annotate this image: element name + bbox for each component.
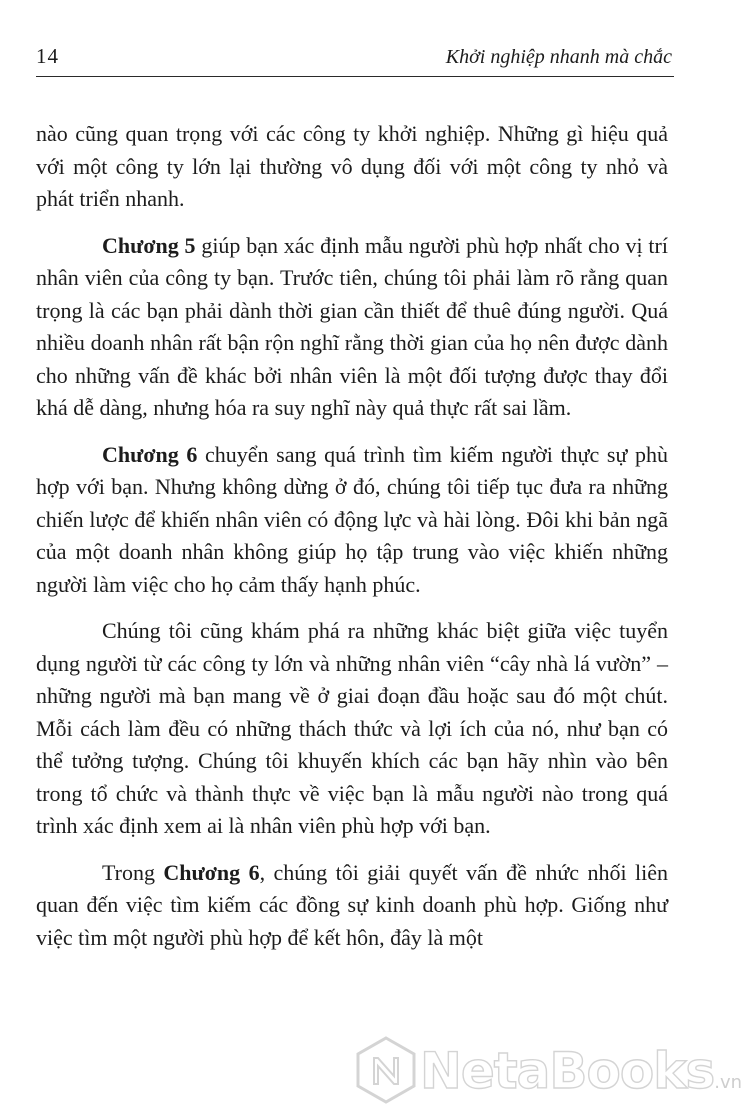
netabooks-watermark [350, 1034, 742, 1106]
chapter-ref: Chương 5 [102, 232, 196, 258]
paragraph-4 [36, 615, 668, 843]
chapter-ref: Chương 6 [102, 441, 198, 467]
paragraph-text: chuyển sang quá trình tìm kiếm người thực sự phù hợp với bạn. Nhưng không dừng ở đó, chúng tôi tiếp tục đưa ra những chiến lược để khiến nhân viên có động lực và hài lòng. Đôi khi bản ngã của một doanh nhân không giúp họ tập trung vào việc khiến những người làm việc cho họ cảm thấy hạnh phúc. [36, 441, 669, 597]
watermark-suffix: .vn [714, 1072, 742, 1093]
paragraph-prefix: Trong [102, 859, 164, 885]
paragraph-2 [36, 230, 668, 425]
watermark-text [420, 1042, 742, 1100]
paragraph-3 [36, 439, 668, 602]
page-header [36, 42, 674, 77]
running-title: Khởi nghiệp nhanh mà chắc [445, 46, 672, 68]
paragraph-text: nào cũng quan trọng với các công ty khởi nghiệp. Những gì hiệu quả với một công ty lớn lại thường vô dụng đối với một công ty nhỏ và phát triển nhanh. [36, 121, 668, 211]
paragraph-1 [36, 118, 668, 216]
paragraph-text: Chúng tôi cũng khám phá ra những khác biệt giữa việc tuyển dụng người từ các công ty lớn và những nhân viên “cây nhà lá vườn” – những người mà bạn mang về ở giai đoạn đầu hoặc sau đó một chút. Mỗi cách làm đều có những thách thức và lợi ích của nó, như bạn có thể tưởng tượng. Chúng tôi khuyến khích các bạn hãy nhìn vào bên trong tổ chức và thành thực về việc bạn là mẫu người nào trong quá trình xác định xem ai là nhân viên phù hợp với bạn. [36, 618, 668, 838]
body-text [36, 118, 668, 968]
chapter-ref: Chương 6 [163, 859, 260, 885]
page-number: 14 [36, 44, 59, 68]
netabooks-logo-icon [350, 1034, 422, 1106]
paragraph-text: giúp bạn xác định mẫu người phù hợp nhất cho vị trí nhân viên của công ty bạn. Trước tiên, chúng tôi phải làm rõ rằng quan trọng là các bạn phải dành thời gian cần thiết để thuê đúng người. Quá nhiều doanh nhân rất bận rộn nghĩ rằng thời gian của họ nên được dành cho những vấn đề khác bởi nhân viên là một đối tượng được thay đổi khá dễ dàng, nhưng hóa ra suy nghĩ này quả thực rất sai lầm. [36, 232, 668, 420]
paragraph-text: , chúng tôi giải quyết vấn đề nhức nhối liên quan đến việc tìm kiếm các đồng sự kinh doanh phù hợp. Giống như việc tìm một người phù hợp để kết hôn, đây là một [36, 859, 668, 950]
watermark-brand: NetaBooks [420, 1042, 715, 1100]
paragraph-5 [36, 857, 668, 955]
